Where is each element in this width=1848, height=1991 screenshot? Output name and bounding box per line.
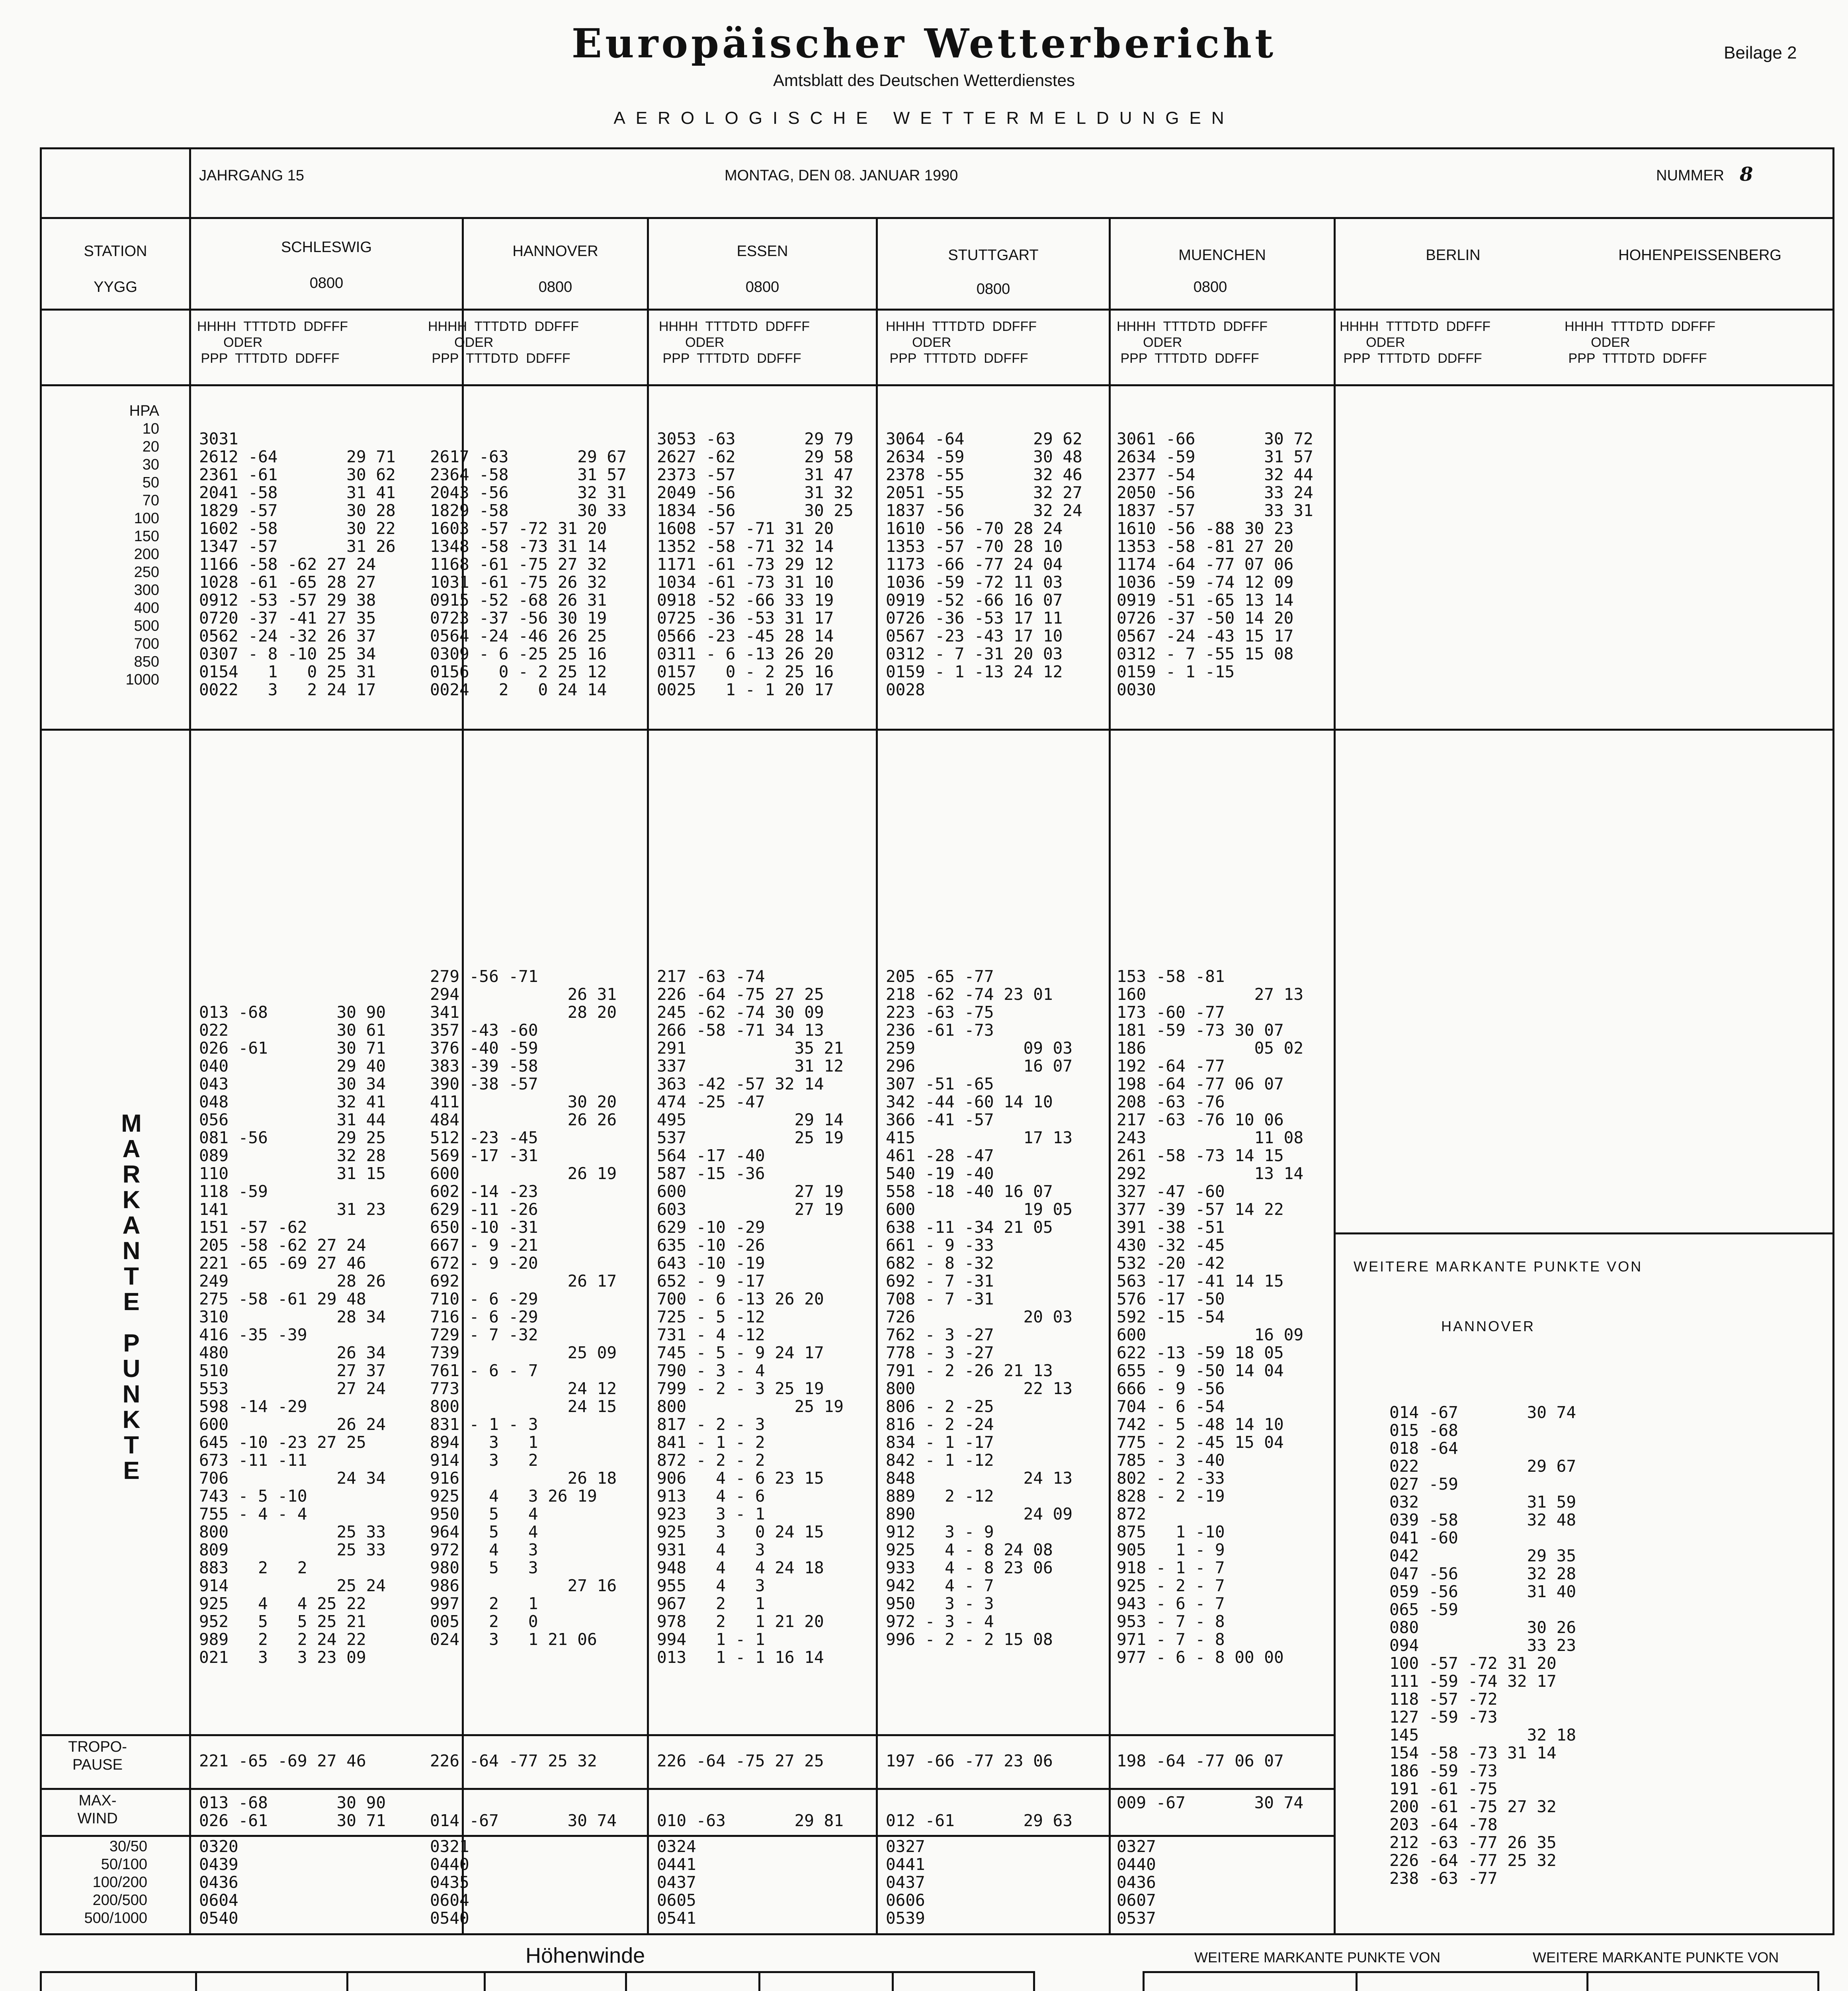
standard-muenchen: 3061 -66 30 72 2634 -59 31 57 2377 -54 32 44 2050 -56 33 24 1837 -57 33 31 1610 -56 -88 30 23 1353 -58 -81 27 20 1174 -64 -77 07 06 1036 -59 -74 12 09 0919 -51 -65 13 14 0726 -37 -50 14 20 0567 -24 -43 15 17 0312 - 7 -55 15 08 0159 - 1 -15 0030 (1117, 429, 1313, 699)
yygg-label: YYGG (94, 279, 137, 295)
station-muenchen: MUENCHEN (1178, 247, 1266, 264)
tropo-stuttgart: 197 -66 -77 23 06 (886, 1751, 1053, 1770)
tropo-essen: 226 -64 -75 27 25 (657, 1751, 824, 1770)
col-rule (195, 1971, 197, 1991)
time-schleswig: 0800 (309, 275, 344, 291)
shear-schleswig: 0320 0439 0436 0604 0540 (199, 1837, 238, 1928)
rule (40, 384, 1834, 386)
rule (40, 729, 1834, 731)
weitere-bottom-table (1143, 1971, 1819, 1991)
col-rule (1356, 1971, 1358, 1991)
jahrgang: JAHRGANG 15 (199, 167, 304, 184)
col-rule (625, 1971, 627, 1991)
tropo-muenchen: 198 -64 -77 06 07 (1117, 1751, 1284, 1770)
time-muenchen: 0800 (1193, 279, 1227, 295)
col-header: HHHH TTTDTD DDFFF ODER PPP TTTDTD DDFFF (659, 319, 810, 366)
shear-essen: 0324 0441 0437 0605 0541 (657, 1837, 696, 1928)
col-header: HHHH TTTDTD DDFFF ODER PPP TTTDTD DDFFF (886, 319, 1037, 366)
shear-stuttgart: 0327 0441 0437 0606 0539 (886, 1837, 925, 1928)
markante-hannover: 279 -56 -71 294 26 31 341 28 20 357 -43 -60 376 -40 -59 383 -39 -58 390 -38 -57 411 30 20 484 26 26 512 -23 -45 569 -17 -31 600 26 19 602 -14 -23 629 -11 -26 650 -10 -31 667 - 9 -21 672 - 9 -20 692 26 17 710 - 6 -29 716 - 6 -29 729 - 7 -32 739 25 09 761 - 6 - 7 773 24 12 800 24 15 831 - 1 - 3 894 3 1 914 3 2 916 26 18 925 4 3 26 19 950 5 4 964 5 4 972 4 3 980 5 3 986 27 16 997 2 1 005 2 0 024 3 1 21 06 (430, 967, 617, 1649)
rule (40, 217, 1834, 219)
col-header: HHHH TTTDTD DDFFF ODER PPP TTTDTD DDFFF (197, 319, 348, 366)
maxwind-schleswig: 013 -68 30 90 026 -61 30 71 (199, 1793, 386, 1830)
maxwind-muenchen: 009 -67 30 74 (1117, 1793, 1303, 1812)
rule (40, 1788, 1334, 1790)
weitere-title: WEITERE MARKANTE PUNKTE VON (1354, 1258, 1643, 1275)
rule (40, 309, 1834, 311)
page-title: Europäischer Wetterbericht (571, 20, 1277, 67)
standard-hannover: 2617 -63 29 67 2364 -58 31 57 2043 -56 32 31 1829 -58 30 33 1603 -57 -72 31 20 1348 -58 -73 31 14 1168 -61 -75 27 32 1031 -61 -75 26 32 0915 -52 -68 26 31 0723 -37 -56 30 19 0564 -24 -46 26 25 0309 - 6 -25 25 16 0156 0 - 2 25 12 0024 2 0 24 14 (430, 447, 627, 699)
maxwind-hannover: 014 -67 30 74 (430, 1811, 617, 1830)
col-rule (346, 1971, 348, 1991)
tropo-schleswig: 221 -65 -69 27 46 (199, 1751, 366, 1770)
weitere-station: HANNOVER (1441, 1318, 1535, 1334)
section-title: AEROLOGISCHE WETTERMELDUNGEN (613, 108, 1235, 128)
weitere-hannover: 014 -67 30 74 015 -68 018 -64 022 29 67 027 -59 032 31 59 039 -58 32 48 041 -60 042 29 35 047 -56 32 28 059 -56 31 40 065 -59 080 30 26 094 33 23 100 -57 -72 31 20 111 -59 -74 32 17 118 -57 -72 127 -59 -73 145 32 18 154 -58 -73 31 14 186 -59 -73 191 -61 -75 200 -61 -75 27 32 203 -64 -78 212 -63 -77 26 35 226 -64 -77 25 32 238 -63 -77 (1389, 1403, 1576, 1888)
station-essen: ESSEN (736, 243, 788, 260)
markante-muenchen: 153 -58 -81 160 27 13 173 -60 -77 181 -59 -73 30 07 186 05 02 192 -64 -77 198 -64 -77 06 07 208 -63 -76 217 -63 -76 10 06 243 11 08 261 -58 -73 14 15 292 13 14 327 -47 -60 377 -39 -57 14 22 391 -38 -51 430 -32 -45 532 -20 -42 563 -17 -41 14 15 576 -17 -50 592 -15 -54 600 16 09 622 -13 -59 18 05 655 - 9 -50 14 04 666 - 9 -56 704 - 6 -54 742 - 5 -48 14 10 775 - 2 -45 15 04 785 - 3 -40 802 - 2 -33 828 - 2 -19 872 875 1 -10 905 1 - 9 918 - 1 - 7 925 - 2 - 7 943 - 6 - 7 953 - 7 - 8 971 - 7 - 8 977 - 6 - 8 00 00 (1117, 967, 1303, 1667)
col-header: HHHH TTTDTD DDFFF ODER PPP TTTDTD DDFFF (1565, 319, 1715, 366)
rule (1334, 1232, 1834, 1234)
col-rule (758, 1971, 760, 1991)
tropopause-label: TROPO- PAUSE (68, 1739, 127, 1773)
col-rule (892, 1971, 894, 1991)
col-rule (1109, 217, 1111, 1935)
col-header: HHHH TTTDTD DDFFF ODER PPP TTTDTD DDFFF (1117, 319, 1268, 366)
hoehenwinde-table (40, 1971, 1035, 1991)
weitere-title-2: WEITERE MARKANTE PUNKTE VON (1533, 1949, 1779, 1966)
hpa-label: HPA (129, 403, 159, 419)
standard-stuttgart: 3064 -64 29 62 2634 -59 30 48 2378 -55 32 46 2051 -55 32 27 1837 -56 32 24 1610 -56 -70 28 24 1353 -57 -70 28 10 1173 -66 -77 24 04 1036 -59 -72 11 03 0919 -52 -66 16 07 0726 -36 -53 17 11 0567 -23 -43 17 10 0312 - 7 -31 20 03 0159 - 1 -13 24 12 0028 (886, 429, 1082, 699)
hoehenwinde-title: Höhenwinde (525, 1944, 645, 1968)
col-rule (647, 217, 649, 1935)
time-stuttgart: 0800 (976, 281, 1010, 297)
col-rule (189, 147, 191, 1935)
issue-number-label: NUMMER (1656, 167, 1724, 184)
markante-essen: 217 -63 -74 226 -64 -75 27 25 245 -62 -74 30 09 266 -58 -71 34 13 291 35 21 337 31 12 363 -42 -57 32 14 474 -25 -47 495 29 14 537 25 19 564 -17 -40 587 -15 -36 600 27 19 603 27 19 629 -10 -29 635 -10 -26 643 -10 -19 652 - 9 -17 700 - 6 -13 26 20 725 - 5 -12 731 - 4 -12 745 - 5 - 9 24 17 790 - 3 - 4 799 - 2 - 3 25 19 800 25 19 817 - 2 - 3 841 - 1 - 2 872 - 2 - 2 906 4 - 6 23 15 913 4 - 6 923 3 - 1 925 3 0 24 15 931 4 3 948 4 4 24 18 955 4 3 967 2 1 978 2 1 21 20 994 1 - 1 013 1 - 1 16 14 (657, 967, 844, 1667)
shear-hannover: 0321 0440 0435 0604 0540 (430, 1837, 469, 1928)
col-rule (1334, 217, 1336, 1935)
station-hannover: HANNOVER (512, 243, 598, 260)
page-subtitle: Amtsblatt des Deutschen Wetterdienstes (773, 71, 1075, 90)
col-header: HHHH TTTDTD DDFFF ODER PPP TTTDTD DDFFF (428, 319, 579, 366)
markante-schleswig: 013 -68 30 90 022 30 61 026 -61 30 71 040 29 40 043 30 34 048 32 41 056 31 44 081 -56 29 25 089 32 28 110 31 15 118 -59 141 31 23 151 -57 -62 205 -58 -62 27 24 221 -65 -69 27 46 249 28 26 275 -58 -61 29 48 310 28 34 416 -35 -39 480 26 34 510 27 37 553 27 24 598 -14 -29 600 26 24 645 -10 -23 27 25 673 -11 -11 706 24 34 743 - 5 -10 755 - 4 - 4 800 25 33 809 25 33 883 2 2 914 25 24 925 4 4 25 22 952 5 5 25 21 989 2 2 24 22 021 3 3 23 09 (199, 1003, 386, 1667)
hpa-levels: 10 20 30 50 70 100 150 200 250 300 400 500 700 850 1000 (125, 420, 159, 688)
time-hannover: 0800 (538, 279, 572, 295)
standard-essen: 3053 -63 29 79 2627 -62 29 58 2373 -57 31 47 2049 -56 31 32 1834 -56 30 25 1608 -57 -71 31 20 1352 -58 -71 32 14 1171 -61 -73 29 12 1034 -61 -73 31 10 0918 -52 -66 33 19 0725 -36 -53 31 17 0566 -23 -45 28 14 0311 - 6 -13 26 20 0157 0 - 2 25 16 0025 1 - 1 20 17 (657, 429, 854, 699)
shear-label: 30/50 50/100 100/200 200/500 500/1000 (84, 1838, 147, 1926)
rule (40, 1734, 1334, 1736)
standard-schleswig: 3031 2612 -64 29 71 2361 -61 30 62 2041 -58 31 41 1829 -57 30 28 1602 -58 30 22 1347 -57 31 26 1166 -58 -62 27 24 1028 -61 -65 28 27 0912 -53 -57 29 38 0720 -37 -41 27 35 0562 -24 -32 26 37 0307 - 8 -10 25 34 0154 1 0 25 31 0022 3 2 24 17 (199, 429, 396, 699)
maxwind-label: MAX- WIND (77, 1792, 118, 1827)
markante-punkte-label: M A R K A N T E P U N K T E (121, 1110, 142, 1484)
weitere-title-1: WEITERE MARKANTE PUNKTE VON (1194, 1949, 1441, 1966)
issue-date: MONTAG, DEN 08. JANUAR 1990 (725, 167, 958, 184)
col-rule (484, 1971, 486, 1991)
shear-muenchen: 0327 0440 0436 0607 0537 (1117, 1837, 1156, 1928)
station-schleswig: SCHLESWIG (281, 239, 372, 256)
maxwind-stuttgart: 012 -61 29 63 (886, 1811, 1072, 1830)
col-rule (1586, 1971, 1588, 1991)
col-header: HHHH TTTDTD DDFFF ODER PPP TTTDTD DDFFF (1340, 319, 1491, 366)
maxwind-essen: 010 -63 29 81 (657, 1811, 844, 1830)
beilage-label: Beilage 2 (1724, 43, 1797, 63)
station-stuttgart: STUTTGART (948, 247, 1039, 264)
station-label: STATION (84, 243, 147, 260)
col-rule (876, 217, 878, 1935)
markante-stuttgart: 205 -65 -77 218 -62 -74 23 01 223 -63 -75 236 -61 -73 259 09 03 296 16 07 307 -51 -65 342 -44 -60 14 10 366 -41 -57 415 17 13 461 -28 -47 540 -19 -40 558 -18 -40 16 07 600 19 05 638 -11 -34 21 05 661 - 9 -33 682 - 8 -32 692 - 7 -31 708 - 7 -31 726 20 03 762 - 3 -27 778 - 3 -27 791 - 2 -26 21 13 800 22 13 806 - 2 -25 816 - 2 -24 834 - 1 -17 842 - 1 -12 848 24 13 889 2 -12 890 24 09 912 3 - 9 925 4 - 8 24 08 933 4 - 8 23 06 942 4 - 7 950 3 - 3 972 - 3 - 4 996 - 2 - 2 15 08 (886, 967, 1072, 1649)
time-essen: 0800 (745, 279, 779, 295)
issue-number-value: 8 (1740, 163, 1753, 186)
station-berlin: BERLIN (1426, 247, 1481, 264)
station-hohenpeissenberg: HOHENPEISSENBERG (1618, 247, 1782, 264)
tropo-hannover: 226 -64 -77 25 32 (430, 1751, 597, 1770)
